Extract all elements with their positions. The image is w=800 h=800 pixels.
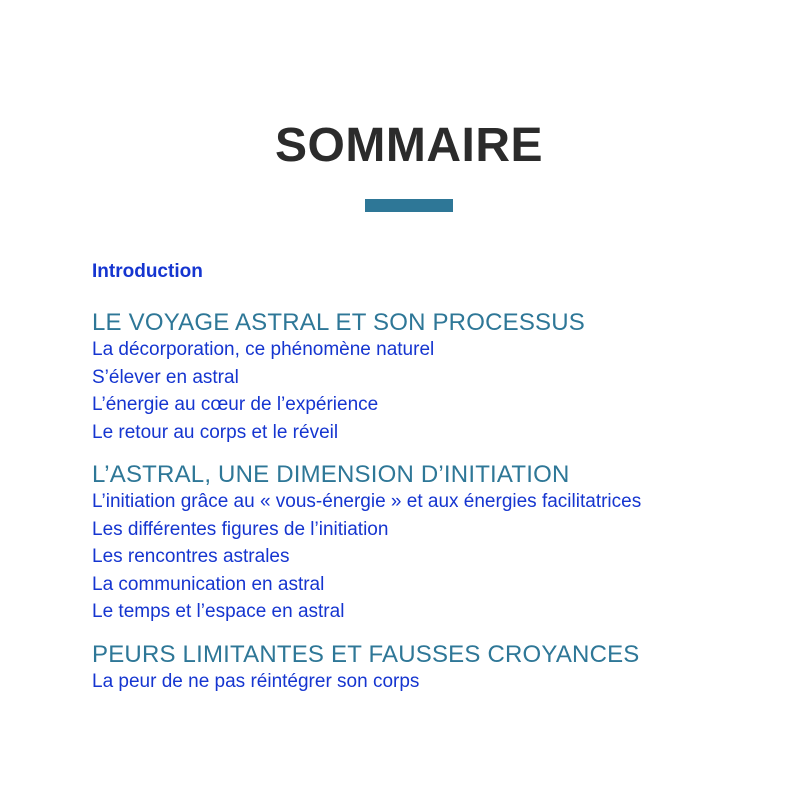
chapter-link[interactable]: Les différentes figures de l’initiation — [92, 518, 389, 540]
chapter-link[interactable]: La communication en astral — [92, 573, 325, 595]
part-title: L’ASTRAL, UNE DIMENSION D’INITIATION — [92, 461, 570, 488]
chapter-link[interactable]: Le temps et l’espace en astral — [92, 601, 345, 622]
toc-introduction-link[interactable]: Introduction — [92, 261, 203, 282]
toc-part-3 — [92, 640, 782, 696]
part-title: LE VOYAGE ASTRAL ET SON PROCESSUS — [92, 309, 585, 336]
chapter-link[interactable]: L’initiation grâce au « vous-énergie » et aux énergies facilitatrices — [92, 491, 642, 512]
chapter-link[interactable]: La décorporation, ce phénomène naturel — [92, 339, 435, 360]
part-title: PEURS LIMITANTES ET FAUSSES CROYANCES — [92, 640, 640, 668]
title-underline-bar — [365, 199, 453, 212]
chapter-link[interactable]: S’élever en astral — [92, 366, 239, 388]
table-of-contents — [92, 258, 782, 709]
chapter-link[interactable]: L’énergie au cœur de l’expérience — [92, 394, 379, 415]
toc-part-2 — [92, 460, 782, 626]
toc-part-1 — [92, 308, 782, 446]
chapter-link[interactable]: Les rencontres astrales — [92, 546, 290, 567]
page-title: SOMMAIRE — [275, 119, 543, 172]
chapter-link[interactable]: La peur de ne pas réintégrer son corps — [92, 670, 420, 692]
chapter-link[interactable]: Le retour au corps et le réveil — [92, 421, 339, 443]
